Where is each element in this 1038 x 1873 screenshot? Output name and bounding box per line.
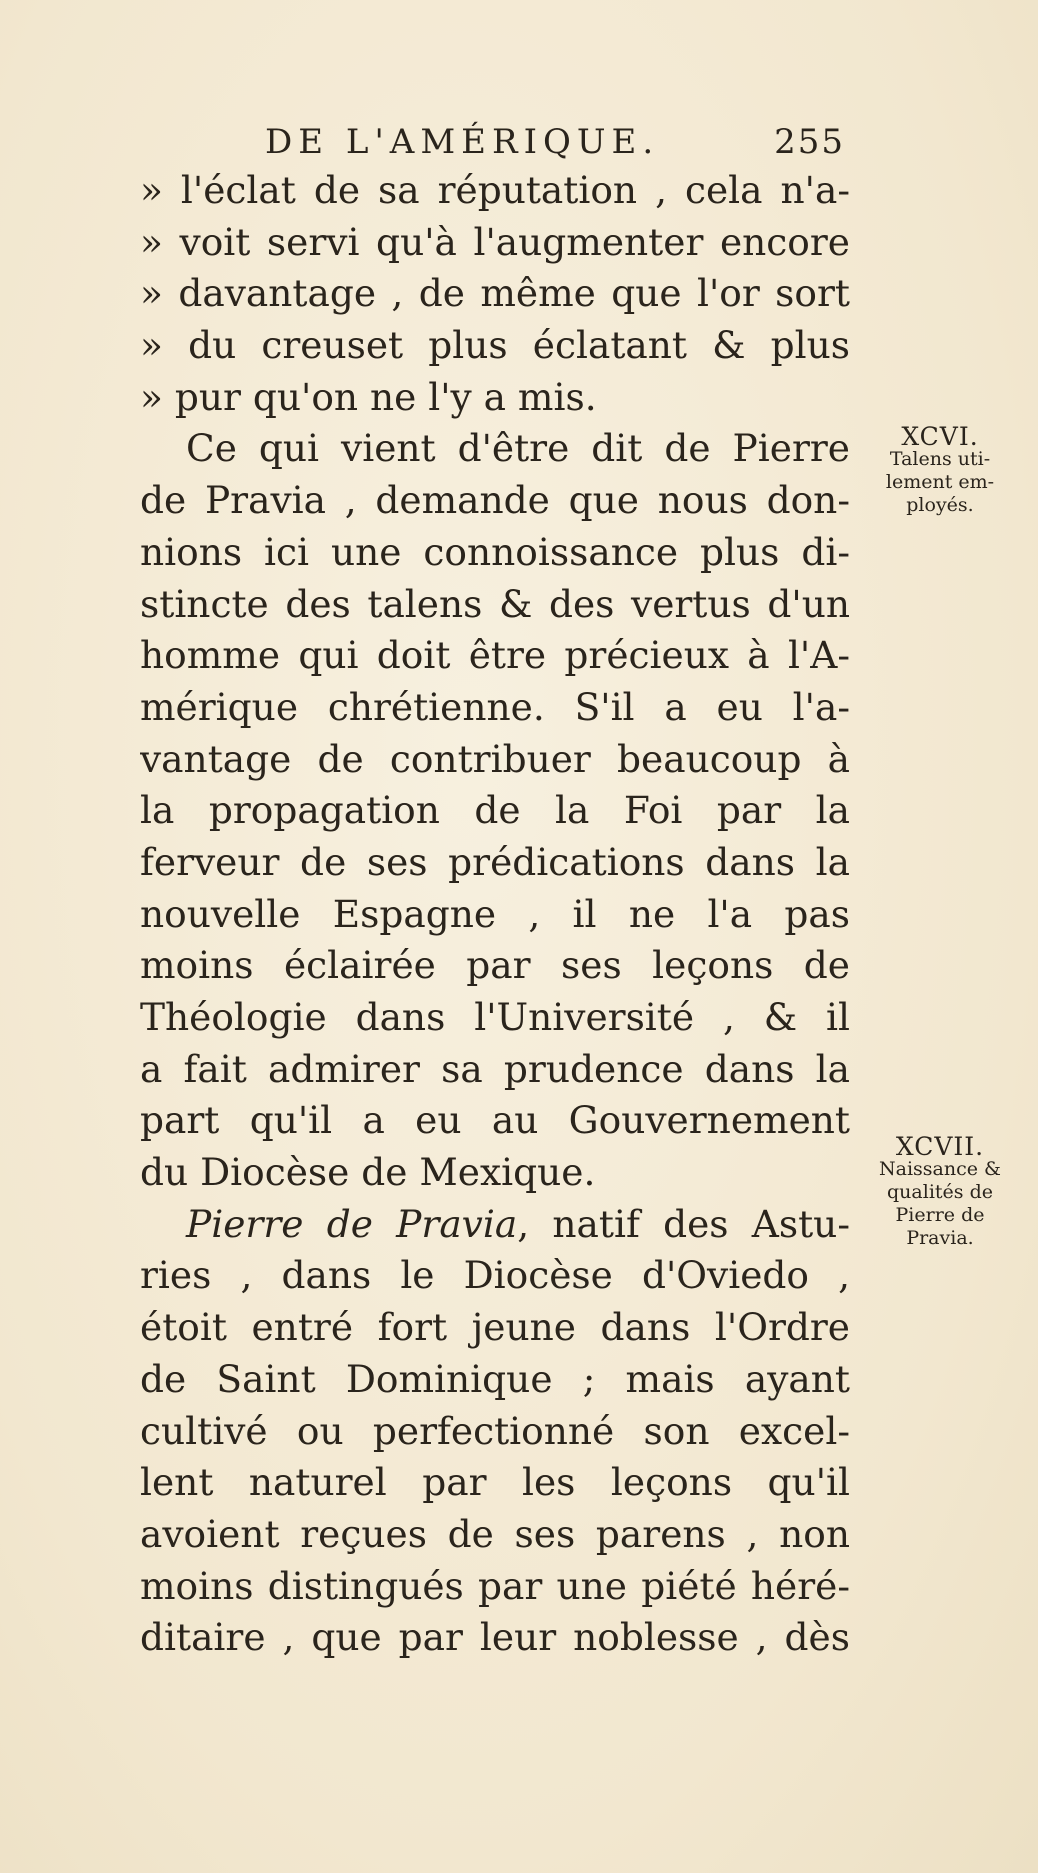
person-name: Pierre de Pravia [186, 1201, 518, 1246]
text-line: » pur qu'on ne l'y a mis. [140, 374, 597, 419]
text-line: moins distingués par une piété héré- [140, 1563, 850, 1608]
text-line: ferveur de ses prédications dans la [140, 839, 850, 884]
text-line: nouvelle Espagne , il ne l'a pas [140, 891, 850, 936]
margin-note-number: XCVII. [895, 1132, 985, 1161]
text-line: Ce qui vient d'être dit de Pierre [186, 426, 850, 471]
text-line [140, 1199, 850, 1251]
body-text [140, 165, 850, 1664]
margin-note [855, 1132, 1025, 1250]
margin-note-line: lement em- [885, 471, 995, 493]
text-line: » davantage , de même que l'or sort [140, 271, 850, 316]
text-line: a fait admirer sa prudence dans la [140, 1046, 850, 1091]
text-line: la propagation de la Foi par la [140, 788, 850, 833]
margin-note-line: Pierre de [895, 1204, 985, 1226]
text-line: du Diocèse de Mexique. [140, 1150, 596, 1195]
text-line: part qu'il a eu au Gouvernement [140, 1098, 850, 1143]
text-line: lent naturel par les leçons qu'il [140, 1460, 850, 1505]
text-line: nions ici une connoissance plus di- [140, 529, 850, 574]
text-fragment: , natif des Astu- [517, 1201, 850, 1246]
text-line: étoit entré fort jeune dans l'Ordre [140, 1305, 850, 1350]
text-line: de Saint Dominique ; mais ayant [140, 1356, 850, 1401]
running-title: DE L'AMÉRIQUE. [265, 122, 660, 162]
margin-note-line: qualités de [887, 1181, 993, 1203]
text-line: ries , dans le Diocèse d'Oviedo , [140, 1253, 850, 1298]
text-line: » voit servi qu'à l'augmenter encore [140, 219, 850, 264]
margin-note-line: Naissance & [879, 1158, 1001, 1180]
text-line: stincte des talens & des vertus d'un [140, 581, 850, 626]
margin-note-line: ployés. [906, 494, 974, 516]
text-line: moins éclairée par ses leçons de [140, 943, 850, 988]
text-line: cultivé ou perfectionné son excel- [140, 1408, 850, 1453]
margin-note [855, 422, 1025, 517]
text-line: de Pravia , demande que nous don- [140, 478, 850, 523]
margin-note-number: XCVI. [901, 422, 979, 451]
text-line: avoient reçues de ses parens , non [140, 1511, 850, 1556]
text-line: homme qui doit être précieux à l'A- [140, 633, 850, 678]
margin-note-line: Talens uti- [889, 448, 991, 470]
page-number: 255 [774, 122, 845, 162]
text-line: Théologie dans l'Université , & il [140, 995, 850, 1039]
text-line: » du creuset plus éclatant & plus [140, 323, 850, 368]
text-line: ditaire , que par leur noblesse , dès [140, 1615, 850, 1660]
text-line: mérique chrétienne. S'il a eu l'a- [140, 684, 850, 729]
margin-note-line: Pravia. [906, 1227, 974, 1249]
text-line: vantage de contribuer beaucoup à [140, 736, 850, 781]
text-line: » l'éclat de sa réputation , cela n'a- [140, 168, 850, 212]
